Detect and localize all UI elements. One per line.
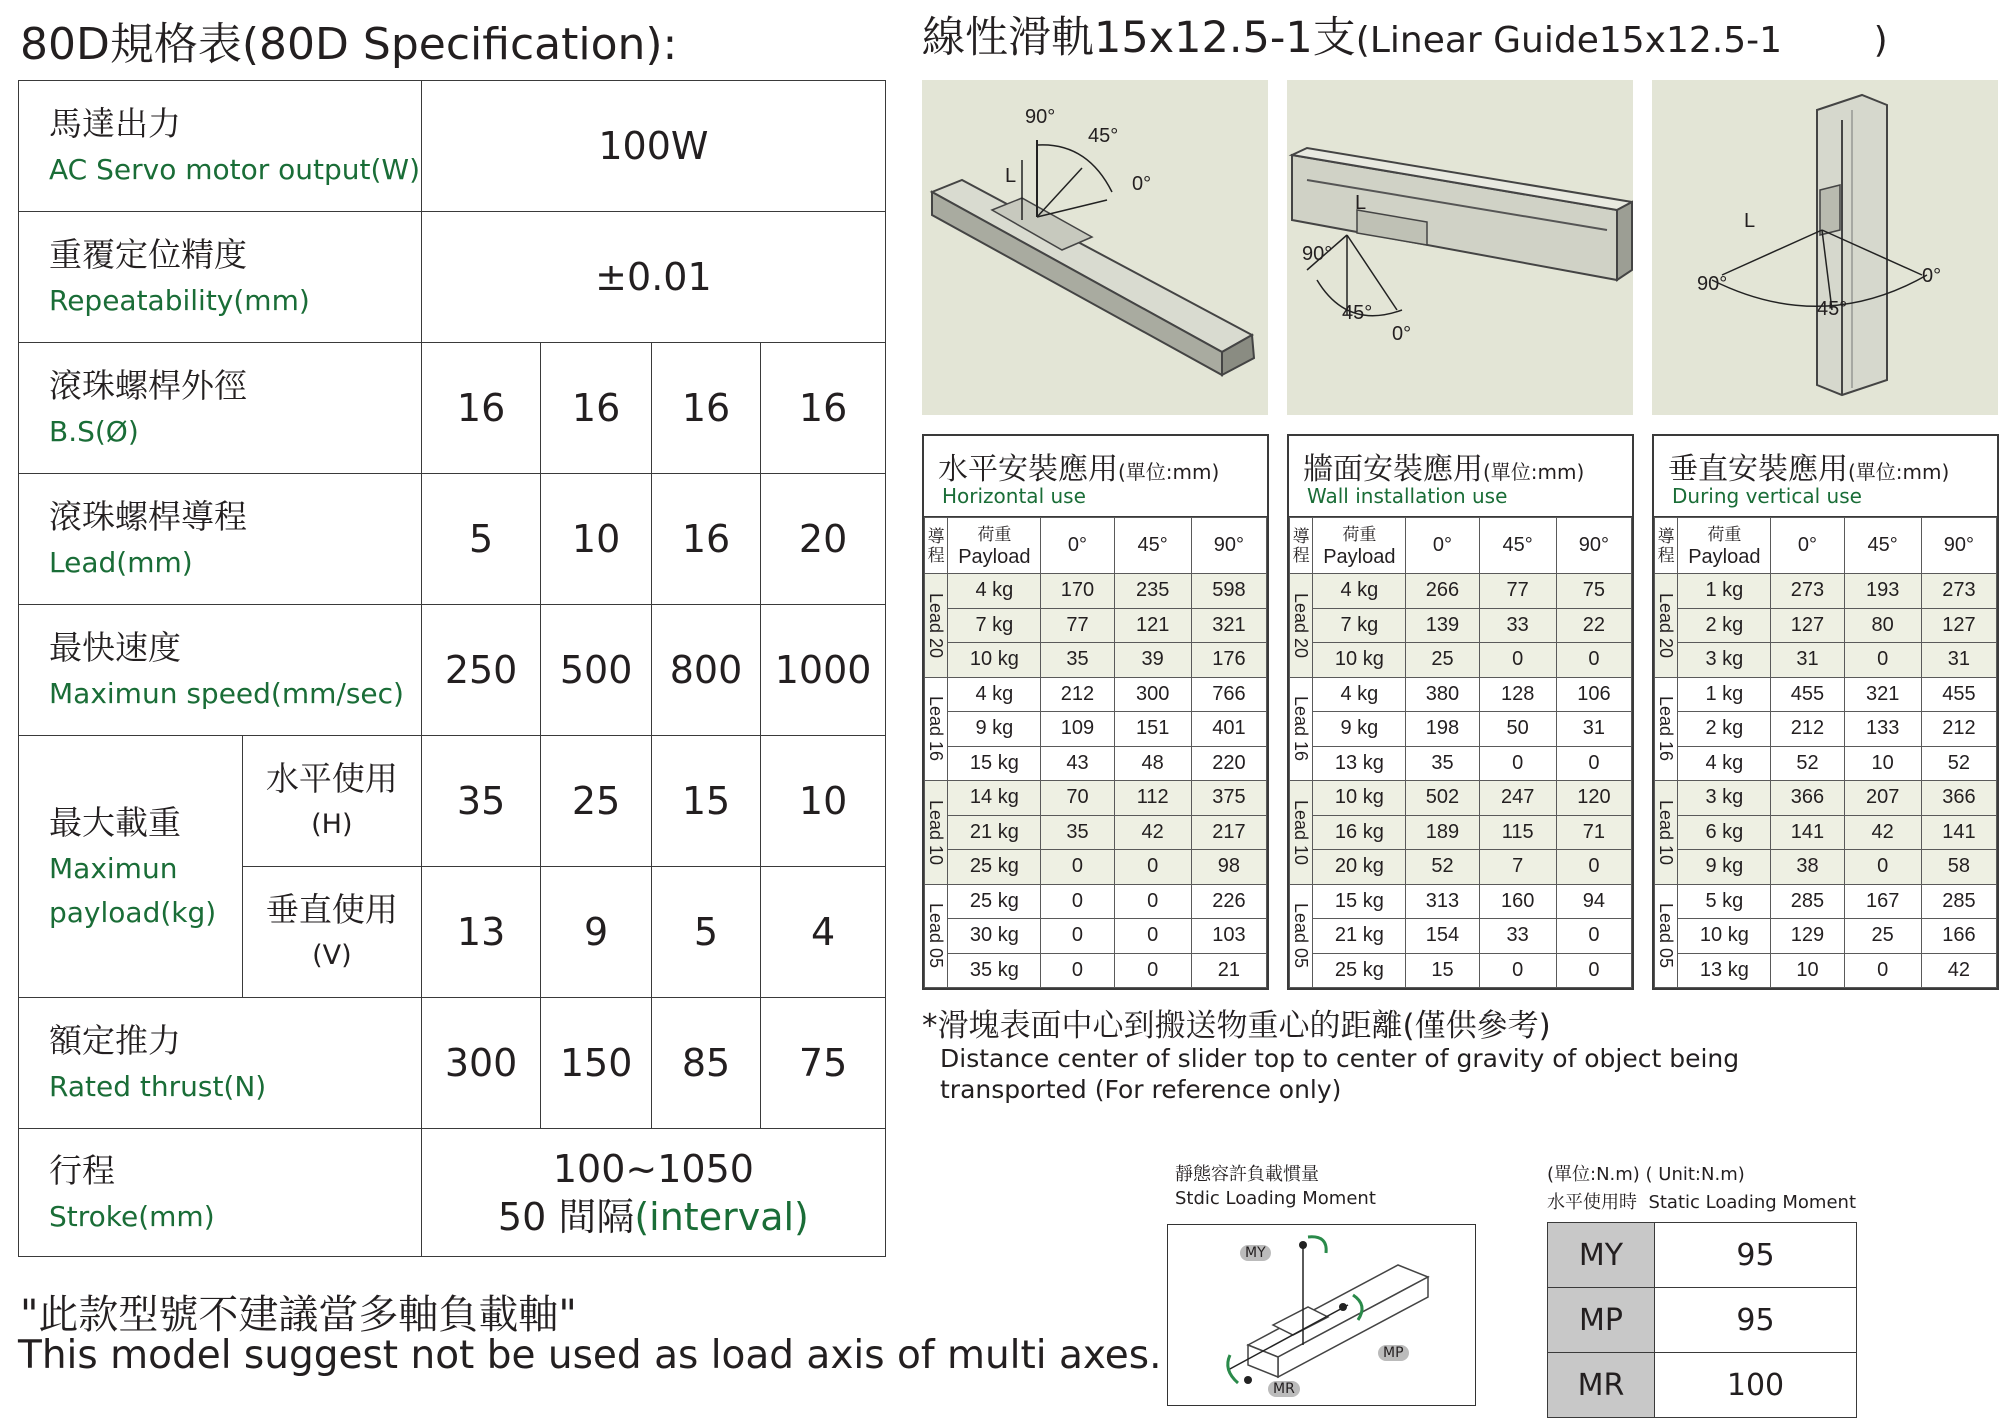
load-table-subtitle: Wall installation use <box>1307 484 1508 508</box>
lead-label: Lead 16 <box>925 677 948 781</box>
table-cell: 128 <box>1479 677 1556 712</box>
table-cell: 77 <box>1041 608 1114 643</box>
payload-header: 荷重 Payload <box>1678 518 1771 574</box>
load-table-title: 垂直安裝應用(單位:mm) <box>1668 452 1950 487</box>
lead-label: Lead 10 <box>1290 781 1313 885</box>
table-row <box>1290 746 1632 781</box>
table-cell: 141 <box>1921 815 1996 850</box>
moment-figure <box>1167 1224 1476 1406</box>
table-cell: 151 <box>1114 712 1191 747</box>
length-label: L <box>1005 165 1017 187</box>
table-cell: 20 kg <box>1313 850 1406 885</box>
table-row <box>1290 643 1632 678</box>
table-cell: 10 kg <box>1678 919 1771 954</box>
table-cell: 1 kg <box>1678 574 1771 609</box>
distance-note-en1: Distance center of slider top to center of gravity of object being <box>940 1044 1740 1073</box>
table-cell: 52 <box>1406 850 1479 885</box>
table-cell: 50 <box>1479 712 1556 747</box>
table-cell: 31 <box>1921 643 1996 678</box>
table-cell: 98 <box>1191 850 1266 885</box>
table-row <box>1290 781 1632 816</box>
table-cell: 9 kg <box>948 712 1041 747</box>
table-row <box>1290 953 1632 988</box>
table-row <box>925 677 1267 712</box>
lead-header: 導程 <box>1655 518 1678 574</box>
spec-label-bs: 滾珠螺桿外徑 B.S(Ø) <box>19 343 422 474</box>
table-cell: 42 <box>1844 815 1921 850</box>
table-cell: 176 <box>1191 643 1266 678</box>
table-cell: 0 <box>1556 919 1631 954</box>
spec-cell: 5 <box>651 867 760 998</box>
guide-title: 線性滑軌15x12.5-1支(Linear Guide15x12.5-1 ) <box>922 13 1888 63</box>
table-row <box>1290 850 1632 885</box>
table-row <box>925 574 1267 609</box>
table-cell: 321 <box>1191 608 1266 643</box>
table-row <box>925 643 1267 678</box>
moment-key: MY <box>1548 1223 1655 1288</box>
lead-label: Lead 10 <box>925 781 948 885</box>
table-row <box>1655 643 1997 678</box>
table-cell: 0 <box>1556 850 1631 885</box>
table-cell: 198 <box>1406 712 1479 747</box>
diagram-vertical <box>1652 80 1998 415</box>
table-cell: 33 <box>1479 608 1556 643</box>
moment-value: 100 <box>1655 1353 1857 1418</box>
spec-title: 80D規格表(80D Specification): <box>20 19 678 70</box>
moment-value: 95 <box>1655 1223 1857 1288</box>
table-cell: 31 <box>1556 712 1631 747</box>
table-cell: 133 <box>1844 712 1921 747</box>
wall-install-icon <box>1287 80 1633 415</box>
table-cell: 0 <box>1114 919 1191 954</box>
spec-cell: 35 <box>421 736 541 867</box>
diagram-wall <box>1287 80 1633 415</box>
table-row <box>925 815 1267 850</box>
table-cell: 0 <box>1041 884 1114 919</box>
load-table-header <box>1654 436 1997 517</box>
spec-cell: 10 <box>761 736 886 867</box>
spec-cell: 20 <box>761 474 886 605</box>
table-cell: 129 <box>1771 919 1844 954</box>
table-cell: 39 <box>1114 643 1191 678</box>
load-table <box>1287 434 1634 990</box>
table-cell: 4 kg <box>948 677 1041 712</box>
moment-label-mp: MP <box>1378 1345 1409 1361</box>
table-cell: 4 kg <box>1678 746 1771 781</box>
table-cell: 285 <box>1921 884 1996 919</box>
lead-header: 導程 <box>925 518 948 574</box>
table-cell: 0 <box>1479 643 1556 678</box>
table-cell: 273 <box>1921 574 1996 609</box>
table-cell: 10 kg <box>948 643 1041 678</box>
spec-cell: 16 <box>761 343 886 474</box>
table-cell: 207 <box>1844 781 1921 816</box>
table-cell: 321 <box>1844 677 1921 712</box>
table-cell: 25 <box>1844 919 1921 954</box>
table-cell: 0 <box>1114 953 1191 988</box>
table-row <box>1655 677 1997 712</box>
table-cell: 598 <box>1191 574 1266 609</box>
table-row <box>1655 884 1997 919</box>
angle-label: 90° <box>1302 243 1333 265</box>
table-cell: 21 <box>1191 953 1266 988</box>
spec-cell: 16 <box>421 343 541 474</box>
angle-header: 45° <box>1479 518 1556 574</box>
lead-label: Lead 20 <box>1290 574 1313 678</box>
table-cell: 166 <box>1921 919 1996 954</box>
table-row <box>925 608 1267 643</box>
spec-value-stroke <box>421 1129 885 1257</box>
table-cell: 7 <box>1479 850 1556 885</box>
lead-label: Lead 10 <box>1655 781 1678 885</box>
table-row <box>1290 919 1632 954</box>
table-cell: 401 <box>1191 712 1266 747</box>
table-cell: 31 <box>1771 643 1844 678</box>
table-cell: 247 <box>1479 781 1556 816</box>
table-cell: 35 <box>1041 815 1114 850</box>
table-cell: 43 <box>1041 746 1114 781</box>
table-cell: 21 kg <box>1313 919 1406 954</box>
lead-label: Lead 16 <box>1290 677 1313 781</box>
table-cell: 10 kg <box>1313 781 1406 816</box>
spec-cell: 1000 <box>761 605 886 736</box>
length-label: L <box>1744 210 1756 232</box>
table-cell: 30 kg <box>948 919 1041 954</box>
table-cell: 33 <box>1479 919 1556 954</box>
table-cell: 212 <box>1921 712 1996 747</box>
table-cell: 0 <box>1041 919 1114 954</box>
table-cell: 154 <box>1406 919 1479 954</box>
table-row <box>925 712 1267 747</box>
table-cell: 4 kg <box>948 574 1041 609</box>
table-row <box>925 884 1267 919</box>
table-cell: 266 <box>1406 574 1479 609</box>
vertical-install-icon <box>1652 80 1998 415</box>
spec-cell: 25 <box>541 736 651 867</box>
spec-value-motor: 100W <box>421 81 885 212</box>
table-cell: 217 <box>1191 815 1266 850</box>
spec-label-payload: 最大載重 Maximun payload(kg) <box>19 736 243 998</box>
moment-key: MP <box>1548 1288 1655 1353</box>
table-cell: 3 kg <box>1678 643 1771 678</box>
angle-label: 0° <box>1922 265 1942 287</box>
table-cell: 58 <box>1921 850 1996 885</box>
table-cell: 2 kg <box>1678 608 1771 643</box>
table-cell: 14 kg <box>948 781 1041 816</box>
table-cell: 212 <box>1041 677 1114 712</box>
table-cell: 109 <box>1041 712 1114 747</box>
table-cell: 1 kg <box>1678 677 1771 712</box>
moment-unit: (單位:N.m) ( Unit:N.m) <box>1547 1164 1745 1185</box>
table-cell: 366 <box>1921 781 1996 816</box>
payload-header: 荷重 Payload <box>1313 518 1406 574</box>
table-cell: 127 <box>1771 608 1844 643</box>
table-cell: 38 <box>1771 850 1844 885</box>
angle-header: 0° <box>1041 518 1114 574</box>
angle-label: 45° <box>1342 302 1373 324</box>
table-cell: 5 kg <box>1678 884 1771 919</box>
table-cell: 42 <box>1921 953 1996 988</box>
angle-label: 90° <box>1697 273 1728 295</box>
spec-sub-vertical: 垂直使用 (V) <box>242 867 421 998</box>
table-cell: 71 <box>1556 815 1631 850</box>
table-row <box>1655 712 1997 747</box>
spec-label-stroke: 行程 Stroke(mm) <box>19 1129 422 1257</box>
table-row <box>925 781 1267 816</box>
spec-cell: 4 <box>761 867 886 998</box>
table-cell: 13 kg <box>1313 746 1406 781</box>
table-cell: 4 kg <box>1313 574 1406 609</box>
table-cell: 52 <box>1771 746 1844 781</box>
table-cell: 127 <box>1921 608 1996 643</box>
load-table-header <box>924 436 1267 517</box>
table-cell: 6 kg <box>1678 815 1771 850</box>
table-cell: 766 <box>1191 677 1266 712</box>
spec-label-lead: 滾珠螺桿導程 Lead(mm) <box>19 474 422 605</box>
table-cell: 0 <box>1041 953 1114 988</box>
moment-key: MR <box>1548 1353 1655 1418</box>
table-cell: 193 <box>1844 574 1921 609</box>
lead-label: Lead 20 <box>925 574 948 678</box>
table-cell: 10 kg <box>1313 643 1406 678</box>
spec-cell: 5 <box>421 474 541 605</box>
table-cell: 16 kg <box>1313 815 1406 850</box>
table-row <box>1655 815 1997 850</box>
table-cell: 75 <box>1556 574 1631 609</box>
angle-header: 90° <box>1556 518 1631 574</box>
moment-table <box>1547 1222 1857 1418</box>
table-cell: 52 <box>1921 746 1996 781</box>
table-row <box>1655 850 1997 885</box>
spec-cell: 16 <box>651 343 760 474</box>
table-cell: 226 <box>1191 884 1266 919</box>
load-table-title: 牆面安裝應用(單位:mm) <box>1303 452 1585 487</box>
table-cell: 273 <box>1771 574 1844 609</box>
table-cell: 235 <box>1114 574 1191 609</box>
table-cell: 120 <box>1556 781 1631 816</box>
table-cell: 2 kg <box>1678 712 1771 747</box>
table-cell: 455 <box>1771 677 1844 712</box>
lead-header: 導程 <box>1290 518 1313 574</box>
table-cell: 502 <box>1406 781 1479 816</box>
table-cell: 25 kg <box>948 850 1041 885</box>
table-row <box>1290 815 1632 850</box>
angle-header: 90° <box>1191 518 1266 574</box>
table-cell: 7 kg <box>948 608 1041 643</box>
spec-cell: 85 <box>651 998 760 1129</box>
lead-label: Lead 05 <box>1290 884 1313 988</box>
table-cell: 10 <box>1844 746 1921 781</box>
load-table-header <box>1289 436 1632 517</box>
table-row <box>1655 608 1997 643</box>
table-cell: 25 kg <box>1313 953 1406 988</box>
angle-header: 0° <box>1406 518 1479 574</box>
spec-cell: 75 <box>761 998 886 1129</box>
spec-cell: 250 <box>421 605 541 736</box>
table-row <box>925 919 1267 954</box>
moment-axes-icon <box>1168 1225 1475 1405</box>
table-row <box>1655 746 1997 781</box>
load-table <box>1652 434 1999 990</box>
table-row <box>1655 919 1997 954</box>
table-cell: 77 <box>1479 574 1556 609</box>
table-row <box>1655 953 1997 988</box>
table-cell: 15 <box>1406 953 1479 988</box>
diagram-horizontal <box>922 80 1268 415</box>
table-cell: 112 <box>1114 781 1191 816</box>
table-cell: 0 <box>1479 746 1556 781</box>
table-cell: 141 <box>1771 815 1844 850</box>
table-cell: 0 <box>1844 953 1921 988</box>
table-row <box>1290 574 1632 609</box>
lead-label: Lead 16 <box>1655 677 1678 781</box>
spec-label-repeat: 重覆定位精度 Repeatability(mm) <box>19 212 422 343</box>
spec-cell: 300 <box>421 998 541 1129</box>
table-cell: 0 <box>1041 850 1114 885</box>
note-zh: "此款型號不建議當多軸負載軸" <box>20 1292 577 1338</box>
angle-label: 45° <box>1088 125 1119 147</box>
spec-cell: 16 <box>541 343 651 474</box>
table-cell: 25 kg <box>948 884 1041 919</box>
moment-head: 水平使用時 Static Loading Moment <box>1547 1192 1856 1213</box>
table-cell: 103 <box>1191 919 1266 954</box>
moment-label-my: MY <box>1240 1245 1271 1261</box>
table-cell: 115 <box>1479 815 1556 850</box>
table-cell: 7 kg <box>1313 608 1406 643</box>
moment-value: 95 <box>1655 1288 1857 1353</box>
table-cell: 300 <box>1114 677 1191 712</box>
angle-header: 45° <box>1114 518 1191 574</box>
moment-fig-title-en: Stdic Loading Moment <box>1175 1188 1376 1209</box>
lead-label: Lead 05 <box>1655 884 1678 988</box>
table-cell: 9 kg <box>1678 850 1771 885</box>
lead-label: Lead 05 <box>925 884 948 988</box>
table-cell: 10 <box>1771 953 1844 988</box>
table-cell: 4 kg <box>1313 677 1406 712</box>
table-cell: 220 <box>1191 746 1266 781</box>
angle-label: 0° <box>1392 323 1412 345</box>
table-cell: 0 <box>1114 850 1191 885</box>
table-cell: 121 <box>1114 608 1191 643</box>
table-cell: 0 <box>1844 643 1921 678</box>
table-cell: 212 <box>1771 712 1844 747</box>
table-cell: 22 <box>1556 608 1631 643</box>
table-cell: 0 <box>1556 953 1631 988</box>
angle-header: 90° <box>1921 518 1996 574</box>
table-cell: 455 <box>1921 677 1996 712</box>
spec-cell: 13 <box>421 867 541 998</box>
payload-header: 荷重 Payload <box>948 518 1041 574</box>
table-cell: 366 <box>1771 781 1844 816</box>
table-cell: 189 <box>1406 815 1479 850</box>
length-label: L <box>1355 192 1367 214</box>
stroke-interval: 50 間隔(interval) <box>497 1194 809 1239</box>
table-cell: 0 <box>1114 884 1191 919</box>
spec-cell: 500 <box>541 605 651 736</box>
spec-cell: 150 <box>541 998 651 1129</box>
spec-table <box>18 80 886 1257</box>
angle-label: 90° <box>1025 106 1056 128</box>
table-row <box>1655 574 1997 609</box>
table-cell: 170 <box>1041 574 1114 609</box>
load-table-subtitle: During vertical use <box>1672 484 1862 508</box>
table-cell: 167 <box>1844 884 1921 919</box>
table-cell: 285 <box>1771 884 1844 919</box>
spec-cell: 16 <box>651 474 760 605</box>
load-table <box>922 434 1269 990</box>
table-cell: 106 <box>1556 677 1631 712</box>
table-cell: 25 <box>1406 643 1479 678</box>
table-cell: 35 <box>1406 746 1479 781</box>
table-row <box>1290 712 1632 747</box>
table-cell: 35 <box>1041 643 1114 678</box>
table-cell: 15 kg <box>1313 884 1406 919</box>
spec-cell: 800 <box>651 605 760 736</box>
angle-header: 45° <box>1844 518 1921 574</box>
moment-label-mr: MR <box>1268 1381 1300 1397</box>
angle-header: 0° <box>1771 518 1844 574</box>
table-cell: 0 <box>1479 953 1556 988</box>
spec-cell: 10 <box>541 474 651 605</box>
table-cell: 94 <box>1556 884 1631 919</box>
table-cell: 48 <box>1114 746 1191 781</box>
lead-label: Lead 20 <box>1655 574 1678 678</box>
angle-label: 0° <box>1132 173 1152 195</box>
table-cell: 42 <box>1114 815 1191 850</box>
distance-note-zh: *滑塊表面中心到搬送物重心的距離(僅供參考) <box>922 1008 1551 1044</box>
spec-label-motor: 馬達出力 AC Servo motor output(W) <box>19 81 422 212</box>
table-cell: 313 <box>1406 884 1479 919</box>
spec-label-speed: 最快速度 Maximun speed(mm/sec) <box>19 605 422 736</box>
angle-label: 45° <box>1817 298 1848 320</box>
stroke-range: 100~1050 <box>552 1146 754 1191</box>
table-row <box>1655 781 1997 816</box>
table-row <box>925 953 1267 988</box>
table-cell: 160 <box>1479 884 1556 919</box>
table-cell: 0 <box>1556 746 1631 781</box>
table-cell: 21 kg <box>948 815 1041 850</box>
table-cell: 139 <box>1406 608 1479 643</box>
spec-value-repeat: ±0.01 <box>421 212 885 343</box>
load-table-subtitle: Horizontal use <box>942 484 1086 508</box>
spec-cell: 15 <box>651 736 760 867</box>
table-cell: 3 kg <box>1678 781 1771 816</box>
spec-label-thrust: 額定推力 Rated thrust(N) <box>19 998 422 1129</box>
table-row <box>1290 677 1632 712</box>
note-en: This model suggest not be used as load axis of multi axes. <box>18 1333 1162 1378</box>
distance-note-en2: transported (For reference only) <box>940 1075 1342 1104</box>
table-row <box>925 850 1267 885</box>
table-cell: 375 <box>1191 781 1266 816</box>
table-row <box>1290 608 1632 643</box>
table-cell: 0 <box>1556 643 1631 678</box>
spec-sub-horizontal: 水平使用 (H) <box>242 736 421 867</box>
table-cell: 15 kg <box>948 746 1041 781</box>
table-cell: 35 kg <box>948 953 1041 988</box>
table-cell: 9 kg <box>1313 712 1406 747</box>
table-cell: 380 <box>1406 677 1479 712</box>
table-cell: 0 <box>1844 850 1921 885</box>
load-table-title: 水平安裝應用(單位:mm) <box>938 452 1220 487</box>
table-cell: 80 <box>1844 608 1921 643</box>
table-row <box>925 746 1267 781</box>
moment-fig-title-zh: 靜態容許負載慣量 <box>1175 1164 1319 1185</box>
spec-cell: 9 <box>541 867 651 998</box>
table-cell: 70 <box>1041 781 1114 816</box>
table-cell: 13 kg <box>1678 953 1771 988</box>
table-row <box>1290 884 1632 919</box>
